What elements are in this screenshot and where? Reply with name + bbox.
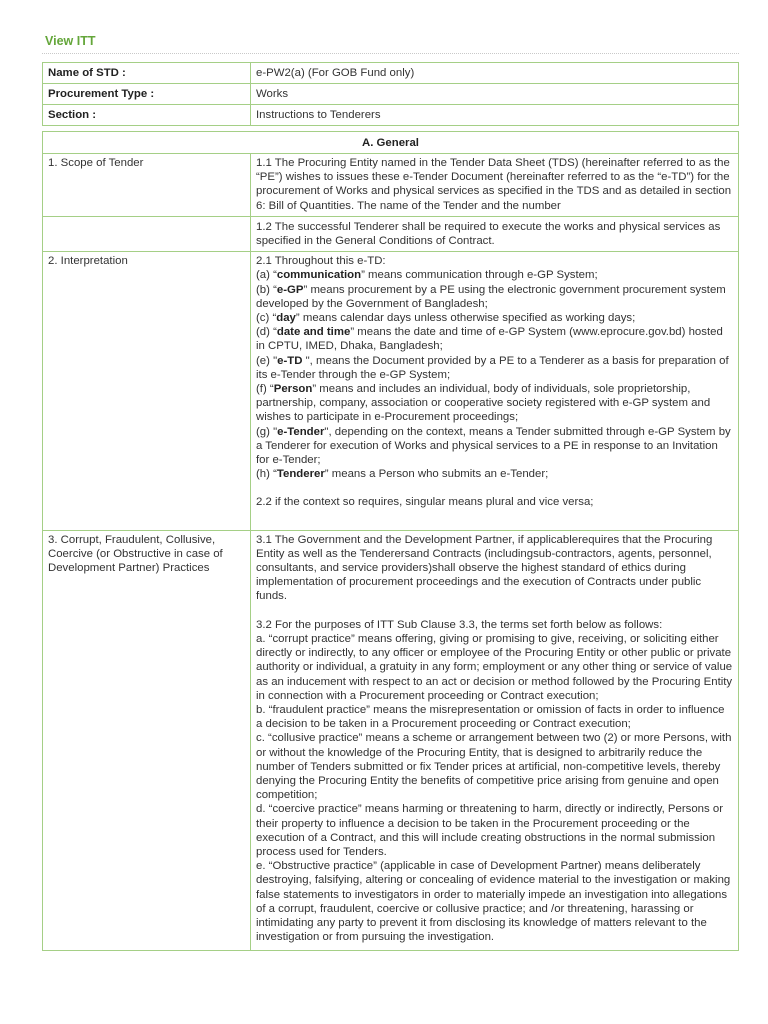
definition-item: (c) “day” means calendar days unless otherwise specified as working days;	[256, 312, 636, 325]
clause-intro: 2.1 Throughout this e-TD:	[256, 255, 386, 268]
clause-title: 3. Corrupt, Fraudulent, Collusive, Coercive (or Obstructive in case of Development Partner) Practices	[43, 530, 251, 951]
itt-clauses-table	[42, 131, 739, 951]
title-divider	[42, 53, 739, 54]
definition-item: (b) “e-GP” means procurement by a PE using the electronic government procurement system developed by the Government of Bangladesh;	[256, 283, 726, 310]
meta-value: Instructions to Tenderers	[251, 105, 739, 126]
meta-key: Section :	[43, 105, 251, 126]
section-heading: A. General	[43, 132, 739, 154]
clause-subparagraph: 3.1 The Government and the Development Partner, if applicablerequires that the Procuring Entity as well as the Tenderersand Contracts (includingsub-contractors, agents, personnel, consultants, and service providers)shall observe the highest standard of ethics during implementation of procurement proceedings and the execution of Contracts under public funds.	[256, 533, 713, 603]
clause-text	[251, 530, 739, 951]
meta-row-procurement-type	[43, 84, 739, 105]
clause-title: 1. Scope of Tender	[43, 154, 251, 217]
clause-row-scope	[43, 154, 739, 217]
practice-item: d. “coercive practice” means harming or threatening to harm, directly or indirectly, Persons or their property to influence a decision to be taken in the Procurement proceeding or the execution of a Contract, and this will include creating obstructions in the normal submission process used for Tenders.	[256, 803, 723, 858]
meta-key: Procurement Type :	[43, 84, 251, 105]
definition-item: (h) “Tenderer” means a Person who submits an e-Tender;	[256, 468, 549, 481]
meta-key: Name of STD :	[43, 63, 251, 84]
clause-text: 1.1 The Procuring Entity named in the Tender Data Sheet (TDS) (hereinafter referred to as the “PE”) wishes to issues these e-Tender Document (hereinafter referred to as the “e-TD”) for the procurement of Works and physical services as specified in the TDS and as detailed in section 6: Bill of Quantities. The name of the Tender and the number	[251, 154, 739, 217]
definition-item: (e) "e-TD ", means the Document provided by a PE to a Tenderer as a basis for preparation of its e-Tender through the e-GP System;	[256, 354, 729, 381]
definition-item: (d) “date and time” means the date and time of e-GP System (www.eprocure.gov.bd) hosted in CPTU, IMED, Dhaka, Bangladesh;	[256, 326, 723, 353]
clause-row-scope-cont	[43, 216, 739, 251]
clause-subparagraph: 3.2 For the purposes of ITT Sub Clause 3.3, the terms set forth below as follows:	[256, 618, 663, 631]
clause-text	[251, 252, 739, 530]
practice-item: a. “corrupt practice” means offering, giving or promising to give, receiving, or soliciting either directly or indirectly, to any officer or employee of the Procuring Entity or other public or private authority or individual, a gratuity in any form; employment or any other thing or service of value as an inducement with respect to an act or decision or method followed by the Procuring Entity in connection with a Procurement proceeding or Contract execution;	[256, 632, 733, 702]
meta-row-section	[43, 105, 739, 126]
clause-subparagraph: 2.2 if the context so requires, singular means plural and vice versa;	[256, 496, 594, 509]
practice-item: e. “Obstructive practice” (applicable in case of Development Partner) means deliberately destroying, falsifying, altering or concealing of evidence material to the investigation or making false statements to investigators in order to materially impede an investigation into allegations of a corrupt, fraudulent, coercive or collusive practice; and /or threatening, harassing or intimidating any party to prevent it from disclosing its knowledge of matters relevant to the investigation or from pursuing the investigation.	[256, 860, 731, 944]
clause-title-empty	[43, 216, 251, 251]
clause-row-corrupt-practices	[43, 530, 739, 951]
clause-title: 2. Interpretation	[43, 252, 251, 530]
std-meta-table	[42, 62, 739, 126]
definition-item: (a) “communication” means communication through e-GP System;	[256, 269, 598, 282]
clause-row-interpretation	[43, 252, 739, 530]
meta-value: e-PW2(a) (For GOB Fund only)	[251, 63, 739, 84]
definition-item: (g) "e-Tender", depending on the context, means a Tender submitted through e-GP System by a Tenderer for execution of Works and physical services to a PE in response to an Invitation for e-Tender;	[256, 425, 731, 467]
practice-item: b. “fraudulent practice” means the misrepresentation or omission of facts in order to influence a decision to be taken in a Procurement proceeding or Contract execution;	[256, 703, 725, 731]
practice-item: c. “collusive practice” means a scheme or arrangement between two (2) or more Persons, with or without the knowledge of the Procuring Entity, that is designed to arbitrarily reduce the number of Tenders submitted or fix Tender prices at artificial, non-competitive levels, thereby denying the Procuring Entity the benefits of competitive price arising from genuine and open competition;	[256, 732, 732, 802]
definition-item: (f) “Person” means and includes an individual, body of individuals, sole proprietorship, partnership, company, association or cooperative society registered with e-GP system and wishes to participate in e-Procurement proceedings;	[256, 383, 711, 424]
clause-text: 1.2 The successful Tenderer shall be required to execute the works and physical services as specified in the General Conditions of Contract.	[251, 216, 739, 251]
meta-row-std-name	[43, 63, 739, 84]
page-title: View ITT	[45, 34, 96, 48]
meta-value: Works	[251, 84, 739, 105]
